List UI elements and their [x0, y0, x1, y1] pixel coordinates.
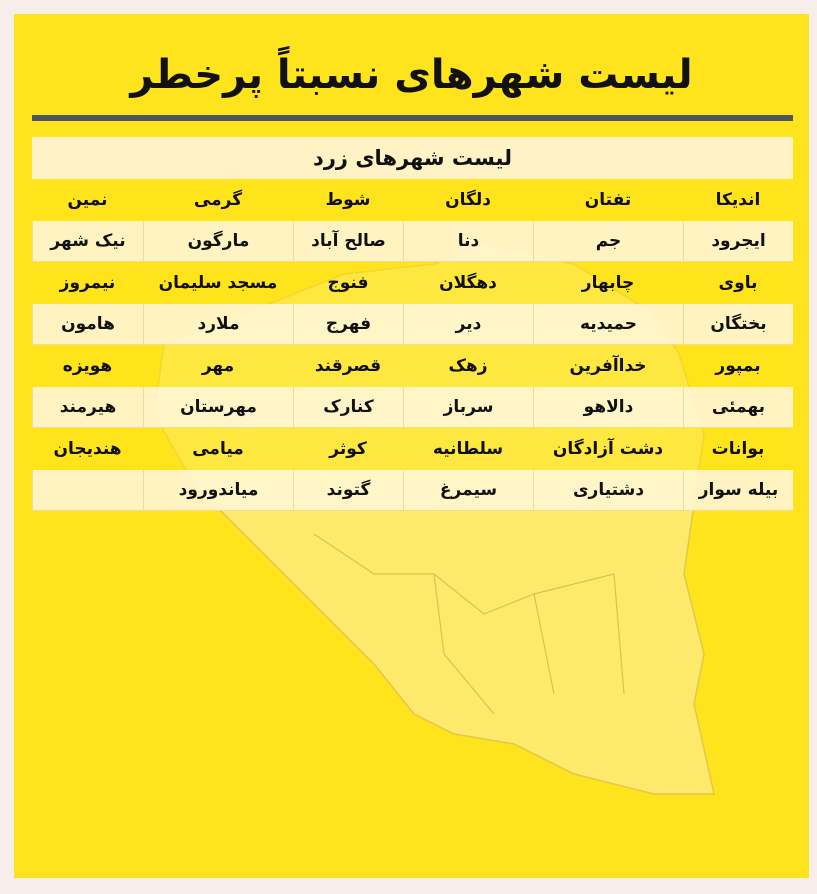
- city-cell: مهرستان: [143, 387, 293, 429]
- city-cell: میامی: [143, 428, 293, 470]
- table-row: [32, 470, 793, 512]
- city-cell: چابهار: [533, 262, 683, 304]
- city-cell: دیر: [403, 304, 533, 346]
- table-row: [32, 221, 793, 263]
- city-cell: دشتیاری: [533, 470, 683, 512]
- city-cell: هندیجان: [32, 428, 143, 470]
- city-cell: جم: [533, 221, 683, 263]
- city-cell: بختگان: [683, 304, 793, 346]
- city-cell: خداآفرین: [533, 345, 683, 387]
- city-cell: ملارد: [143, 304, 293, 346]
- city-cell: بوانات: [683, 428, 793, 470]
- title-divider: [32, 115, 793, 121]
- city-cell: کوثر: [293, 428, 403, 470]
- city-cell: دهگلان: [403, 262, 533, 304]
- page-title: لیست شهرهای نسبتاً پرخطر: [130, 52, 693, 98]
- city-cell: حمیدیه: [533, 304, 683, 346]
- city-cell: سلطانیه: [403, 428, 533, 470]
- table-row: [32, 262, 793, 304]
- city-cell: بهمئی: [683, 387, 793, 429]
- city-cell: کنارک: [293, 387, 403, 429]
- city-cell: بمپور: [683, 345, 793, 387]
- city-cell: سرباز: [403, 387, 533, 429]
- city-cell: هویزه: [32, 345, 143, 387]
- city-cell: تفتان: [533, 179, 683, 221]
- city-cell: میاندورود: [143, 470, 293, 512]
- infographic-panel: [14, 14, 809, 878]
- city-cell: زهک: [403, 345, 533, 387]
- city-cell: فهرج: [293, 304, 403, 346]
- city-cell: بیله سوار: [683, 470, 793, 512]
- city-cell: [32, 470, 143, 512]
- city-cell: قصرقند: [293, 345, 403, 387]
- city-cell: فنوج: [293, 262, 403, 304]
- city-cell: نمین: [32, 179, 143, 221]
- city-cell: مهر: [143, 345, 293, 387]
- city-cell: صالح آباد: [293, 221, 403, 263]
- city-cell: اندیکا: [683, 179, 793, 221]
- city-cell: ایجرود: [683, 221, 793, 263]
- city-cell: گتوند: [293, 470, 403, 512]
- city-cell: سیمرغ: [403, 470, 533, 512]
- city-cell: باوی: [683, 262, 793, 304]
- city-cell: گرمی: [143, 179, 293, 221]
- yellow-cities-table: [32, 137, 793, 511]
- table-row: [32, 428, 793, 470]
- table-row: [32, 387, 793, 429]
- city-cell: نیک شهر: [32, 221, 143, 263]
- city-cell: نیمروز: [32, 262, 143, 304]
- city-cell: مارگون: [143, 221, 293, 263]
- table-heading: لیست شهرهای زرد: [32, 137, 793, 179]
- table-row: [32, 179, 793, 221]
- city-cell: مسجد سلیمان: [143, 262, 293, 304]
- city-cell: دنا: [403, 221, 533, 263]
- city-cell: هیرمند: [32, 387, 143, 429]
- city-cell: شوط: [293, 179, 403, 221]
- city-cell: هامون: [32, 304, 143, 346]
- table-row: [32, 304, 793, 346]
- city-cell: دشت آزادگان: [533, 428, 683, 470]
- table-row: [32, 345, 793, 387]
- city-cell: دلگان: [403, 179, 533, 221]
- city-cell: دالاهو: [533, 387, 683, 429]
